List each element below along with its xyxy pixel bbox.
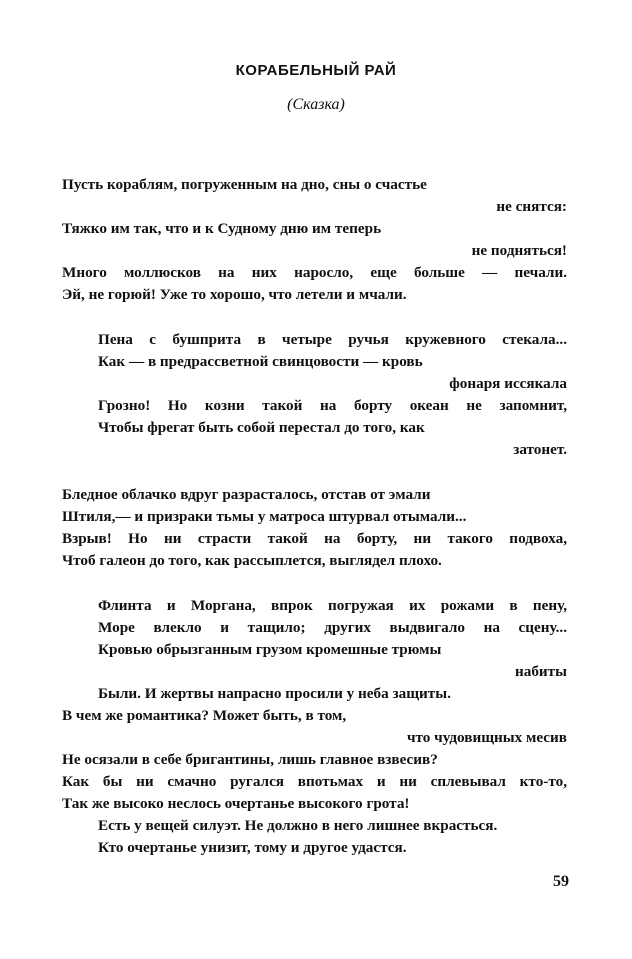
poem-line: Как бы ни смачно ругался впотьмах и ни сплевывал кто-то,	[62, 773, 567, 790]
poem-line: Штиля,— и призраки тьмы у матроса штурвал отымали...	[62, 508, 467, 525]
poem-line: Тяжко им так, что и к Судному дню им теперь	[62, 220, 382, 237]
poem-line: набиты	[514, 663, 567, 680]
poem-line: затонет.	[513, 441, 567, 458]
poem-line: Так же высоко неслось очертанье высокого грота!	[62, 795, 410, 812]
poem-title: КОРАБЕЛЬНЫЙ РАЙ	[235, 62, 397, 79]
poem-line: Чтоб галеон до того, как рассыплется, выглядел плохо.	[62, 552, 442, 569]
poem-line: фонаря иссякала	[449, 375, 567, 392]
poem-line: Эй, не горюй! Уже то хорошо, что летели и мчали.	[62, 286, 407, 303]
poem-line: Не осязали в себе бригантины, лишь главное взвесив?	[62, 751, 438, 768]
poem-line: Взрыв! Но ни страсти такой на борту, ни такого подвоха,	[62, 530, 567, 547]
poem-line: Много моллюсков на них наросло, еще больше — печали.	[62, 264, 567, 281]
poem-line: Кто очертанье унизит, тому и другое удастся.	[98, 839, 407, 856]
poem-line: Пена с бушприта в четыре ручья кружевного стекала...	[98, 331, 567, 348]
poem-line: Как — в предрассветной свинцовости — кровь	[98, 353, 423, 370]
poem-line: Бледное облачко вдруг разрасталось, отстав от эмали	[62, 486, 431, 503]
poem-line: не снятся:	[496, 198, 567, 215]
poem-line: В чем же романтика? Может быть, в том,	[62, 707, 347, 724]
poem-line: Пусть кораблям, погруженным на дно, сны о счастье	[62, 176, 427, 193]
poem-line: Море влекло и тащило; других выдвигало на сцену...	[98, 619, 567, 636]
page-number: 59	[553, 873, 569, 890]
poem-line: что чудовищных месив	[406, 729, 567, 746]
poem-line: не подняться!	[471, 242, 567, 259]
poem-line: Есть у вещей силуэт. Не должно в него лишнее вкрасться.	[98, 817, 498, 834]
poem-line: Флинта и Моргана, впрок погружая их рожами в пену,	[98, 597, 567, 614]
poem-subtitle: (Сказка)	[287, 96, 345, 113]
poem-line: Чтобы фрегат быть собой перестал до того, как	[98, 419, 425, 436]
poem-line: Были. И жертвы напрасно просили у неба защиты.	[98, 685, 451, 702]
poem-line: Грозно! Но козни такой на борту океан не запомнит,	[98, 397, 567, 414]
poem-line: Кровью обрызганным грузом кромешные трюмы	[98, 641, 442, 658]
